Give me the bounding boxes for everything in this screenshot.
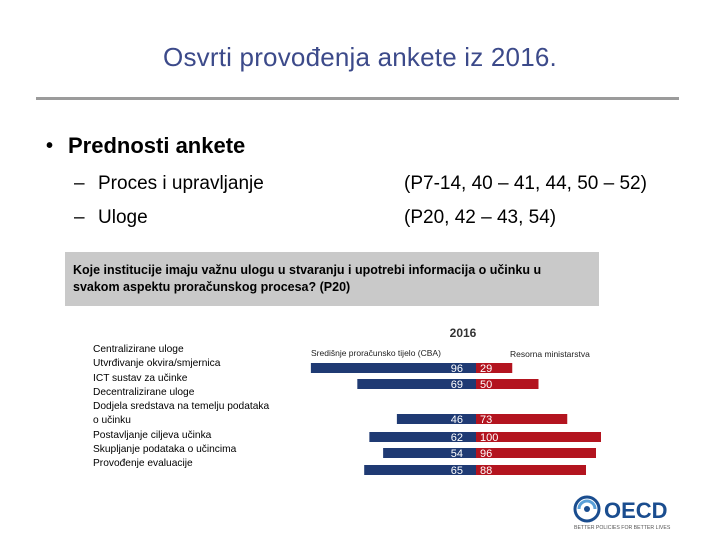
bullet-text: Prednosti ankete [68,133,246,158]
subitem-ref: (P7-14, 40 – 41, 44, 50 – 52) [404,173,647,194]
question-box: Koje institucije imaju važnu ulogu u stvaranju i upotrebi informacija o učinku u svakom aspektu proračunskog procesa? (P20) [65,252,599,306]
data-label-ministries: 88 [480,465,493,477]
oecd-logo-tagline: BETTER POLICIES FOR BETTER LIVES [574,525,671,531]
data-label-ministries: 73 [480,414,493,426]
data-label-cba: 62 [450,432,463,444]
subitem-label: Uloge [98,207,148,228]
data-label-ministries: 50 [480,379,493,391]
row-label: Dodjela sredstava na temelju podataka [93,401,270,413]
data-label-ministries: 100 [480,432,499,444]
row-label: Utvrđivanje okvira/smjernica [93,358,221,370]
legend-ministries: Resorna ministarstva [510,349,590,359]
oecd-logo [572,494,692,534]
slide-title: Osvrti provođenja ankete iz 2016. [163,42,557,72]
data-label-ministries: 29 [480,363,493,375]
data-label-cba: 65 [450,465,463,477]
bullet-dot-icon: • [46,134,54,157]
subitem-label: Proces i upravljanje [98,173,264,194]
bar-cba [397,414,476,424]
dash-icon: – [74,173,85,194]
data-label-cba: 46 [450,414,463,426]
bar-ministries [476,465,586,475]
row-label: Centralizirane uloge [93,344,184,355]
row-label: Postavljanje ciljeva učinka [93,429,212,441]
oecd-logo-mark-icon [575,497,599,521]
dash-icon: – [74,207,85,228]
legend-cba: Središnje proračunsko tijelo (CBA) [311,348,441,358]
data-label-cba: 54 [450,448,463,460]
chart-title: 2016 [449,326,477,340]
subitem-ref: (P20, 42 – 43, 54) [404,207,557,228]
row-label: Provođenje evaluacije [93,458,193,470]
data-label-cba: 69 [450,379,463,391]
row-label: o učinku [93,415,131,427]
row-label: Decentralizirane uloge [93,386,195,398]
data-label-ministries: 96 [480,448,493,460]
data-label-cba: 96 [450,363,463,375]
bar-ministries [476,448,596,458]
row-label: Skupljanje podataka o učincima [93,444,237,456]
row-label: ICT sustav za učinke [93,372,188,384]
oecd-logo-text: OECD [604,498,668,523]
